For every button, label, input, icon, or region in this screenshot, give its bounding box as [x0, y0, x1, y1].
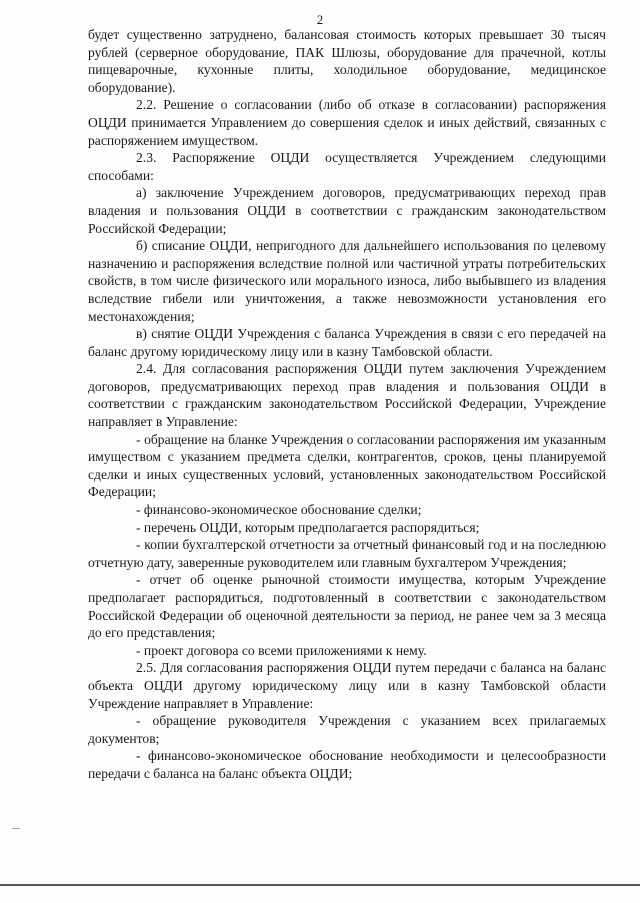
dash-item-valuation: - отчет об оценке рыночной стоимости имущества, которым Учреждение предполагает распорядиться, подготовленный в соответствии с законодательством Российской Федерации об оценочной деятельности за период, не ранее чем за 3 месяца до его представления; — [88, 572, 606, 641]
paragraph-2-2: 2.2. Решение о согласовании (либо об отказе в согласовании) распоряжения ОЦДИ принимается Управлением до совершения сделок и иных действий, связанных с распоряжением имуществом. — [88, 97, 606, 148]
dash-item-head-appeal: - обращение руководителя Учреждения с указанием всех прилагаемых документов; — [88, 713, 606, 746]
scan-mark — [12, 828, 20, 829]
list-item-v: в) снятие ОЦДИ Учреждения с баланса Учреждения в связи с его передачей на баланс другому юридическому лицу или в казну Тамбовской области. — [88, 326, 606, 359]
dash-item-accounting: - копии бухгалтерской отчетности за отчетный финансовый год и на последнюю отчетную дату, заверенные руководителем или главным бухгалтером Учреждения; — [88, 537, 606, 570]
dash-item-transfer-justification: - финансово-экономическое обоснование необходимости и целесообразности передачи с баланса на баланс объекта ОЦДИ; — [88, 748, 606, 781]
page-number: 2 — [316, 12, 324, 27]
paragraph-2-5: 2.5. Для согласования распоряжения ОЦДИ путем передачи с баланса на баланс объекта ОЦДИ другому юридическому лицу или в казну Тамбовской области Учреждение направляет в Управление: — [88, 660, 606, 711]
dash-item-contract-draft: - проект договора со всеми приложениями к нему. — [136, 642, 427, 658]
page-bottom-edge — [0, 884, 640, 886]
dash-item-list: - перечень ОЦДИ, которым предполагается распорядиться; — [136, 519, 480, 535]
list-item-a: а) заключение Учреждением договоров, предусматривающих переход прав владения и пользования ОЦДИ в соответствии с гражданским законодательством Российской Федерации; — [88, 185, 606, 236]
dash-item-justification: - финансово-экономическое обоснование сделки; — [136, 502, 422, 518]
paragraph-2-4: 2.4. Для согласования распоряжения ОЦДИ путем заключения Учреждением договоров, предусматривающих переход прав владения и пользования ОЦДИ в соответствии с гражданским законодательством Российской Федерации, Учреждение направляет в Управление: — [88, 361, 606, 430]
paragraph-2-3: 2.3. Распоряжение ОЦДИ осуществляется Учреждением следующими способами: — [88, 150, 606, 183]
dash-item-appeal: - обращение на бланке Учреждения о согласовании распоряжения им указанным имуществом с указанием предмета сделки, контрагентов, сроков, цены планируемой сделки и иных существенных условий, установленных законодательством Российской Федерации; — [88, 431, 606, 500]
paragraph-continuation: будет существенно затруднено, балансовая стоимость которых превышает 30 тысяч рублей (серверное оборудование, ПАК Шлюзы, оборудование для прачечной, котлы пищеварочные, кухонные плиты, холодильное оборудование, медицинское оборудование). — [88, 27, 606, 95]
document-body — [88, 26, 606, 783]
list-item-b: б) списание ОЦДИ, непригодного для дальнейшего использования по целевому назначению и распоряжения вследствие полной или частичной утраты потребительских свойств, в том числе физического или морального износа, либо выбывшего из владения вследствие гибели или уничтожения, а также невозможности установления его местонахождения; — [88, 238, 606, 324]
